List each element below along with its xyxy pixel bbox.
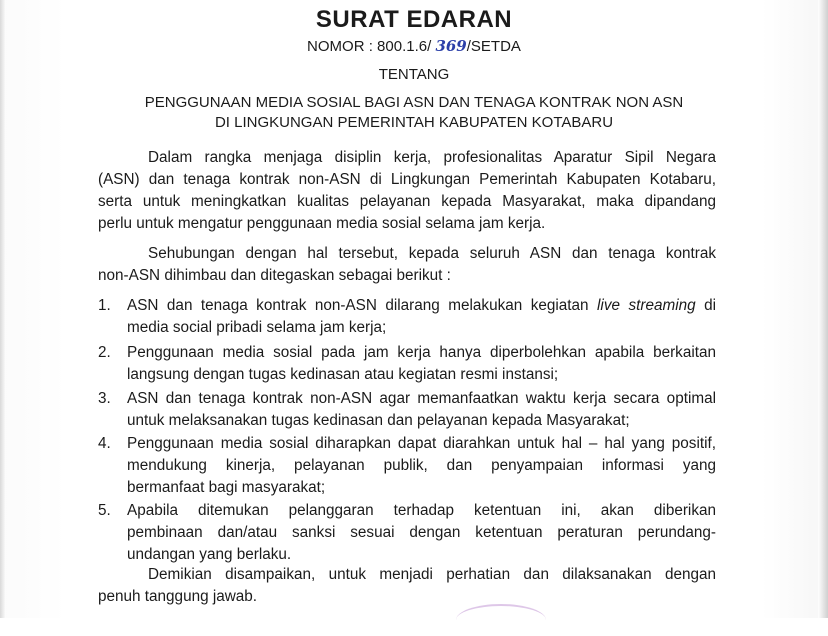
intro-line-3: serta untuk meningkatkan kualitas pelayanan kepada Masyarakat, maka dipandang [98, 193, 716, 210]
closing-line-1: Demikian disampaikan, untuk menjadi perhatian dan dilaksanakan dengan [148, 566, 716, 583]
closing-line-2: penuh tanggung jawab. [98, 588, 258, 605]
list-item-line-1: Apabila ditemukan pelanggaran terhadap ketentuan ini, akan diberikan [127, 502, 716, 519]
document-title: SURAT EDARAN [315, 6, 513, 33]
lead-line-1: Sehubungan dengan hal tersebut, kepada seluruh ASN dan tenaga kontrak [148, 245, 716, 262]
page-edge-shadow-left [0, 0, 6, 618]
intro-line-4: perlu untuk mengatur penggunaan media sosial selama jam kerja. [98, 215, 546, 232]
list-item-text: di [695, 297, 717, 314]
list-item-number: 2. [98, 344, 111, 361]
list-item-line-2: media social pribadi selama jam kerja; [127, 319, 387, 336]
lead-paragraph [98, 243, 716, 287]
document-number [0, 37, 828, 55]
list-item-number: 3. [98, 390, 111, 407]
list-item-line-1: Penggunaan media sosial pada jam kerja hanya diperbolehkan apabila berkaitan [127, 344, 716, 361]
document-number-suffix: /SETDA [466, 38, 521, 55]
intro-line-2: (ASN) dan tenaga kontrak non-ASN di Lingkungan Pemerintah Kabupaten Kotabaru, [98, 171, 716, 188]
about-heading: TENTANG [378, 66, 450, 83]
subject-line-2: DI LINGKUNGAN PEMERINTAH KABUPATEN KOTABARU [214, 114, 614, 131]
list-item-line-3: undangan yang berlaku. [127, 546, 292, 563]
list-item-line-1: ASN dan tenaga kontrak non-ASN agar memanfaatkan waktu kerja secara optimal [127, 390, 716, 407]
official-stamp-edge [456, 604, 546, 636]
lead-line-2: non-ASN dihimbau dan ditegaskan sebagai berikut : [98, 267, 451, 284]
intro-paragraph [98, 147, 716, 235]
intro-line-1: Dalam rangka menjaga disiplin kerja, profesionalitas Aparatur Sipil Negara [148, 149, 716, 166]
list-item-line-1: Penggunaan media sosial diharapkan dapat diarahkan untuk hal – hal yang positif, [127, 435, 716, 452]
list-item-number: 1. [98, 297, 111, 314]
document-number-handwritten: 369 [435, 37, 467, 55]
list-item-line-2: langsung dengan tugas kedinasan atau kegiatan resmi instansi; [127, 366, 559, 383]
subject-line-1: PENGGUNAAN MEDIA SOSIAL BAGI ASN DAN TENAGA KONTRAK NON ASN [144, 94, 684, 111]
list-item-line-1 [127, 295, 716, 317]
list-item-italic-text: live streaming [597, 297, 696, 314]
list-item-number: 5. [98, 502, 111, 519]
document-number-prefix: NOMOR : 800.1.6/ [307, 38, 436, 55]
list-item-text: ASN dan tenaga kontrak non-ASN dilarang melakukan kegiatan [127, 297, 598, 314]
list-item-number: 4. [98, 435, 111, 452]
list-item-line-3: bermanfaat bagi masyarakat; [127, 479, 326, 496]
list-item-line-2: untuk melaksanakan tugas kedinasan dan pelayanan kepada Masyarakat; [127, 412, 630, 429]
list-item-line-2: pembinaan dan/atau sanksi sesuai dengan ketentuan peraturan perundang- [127, 524, 716, 541]
closing-paragraph [98, 564, 716, 608]
list-item-line-2: mendukung kinerja, pelayanan publik, dan penyampaian informasi yang [127, 457, 716, 474]
page-edge-shadow-right [818, 0, 828, 618]
